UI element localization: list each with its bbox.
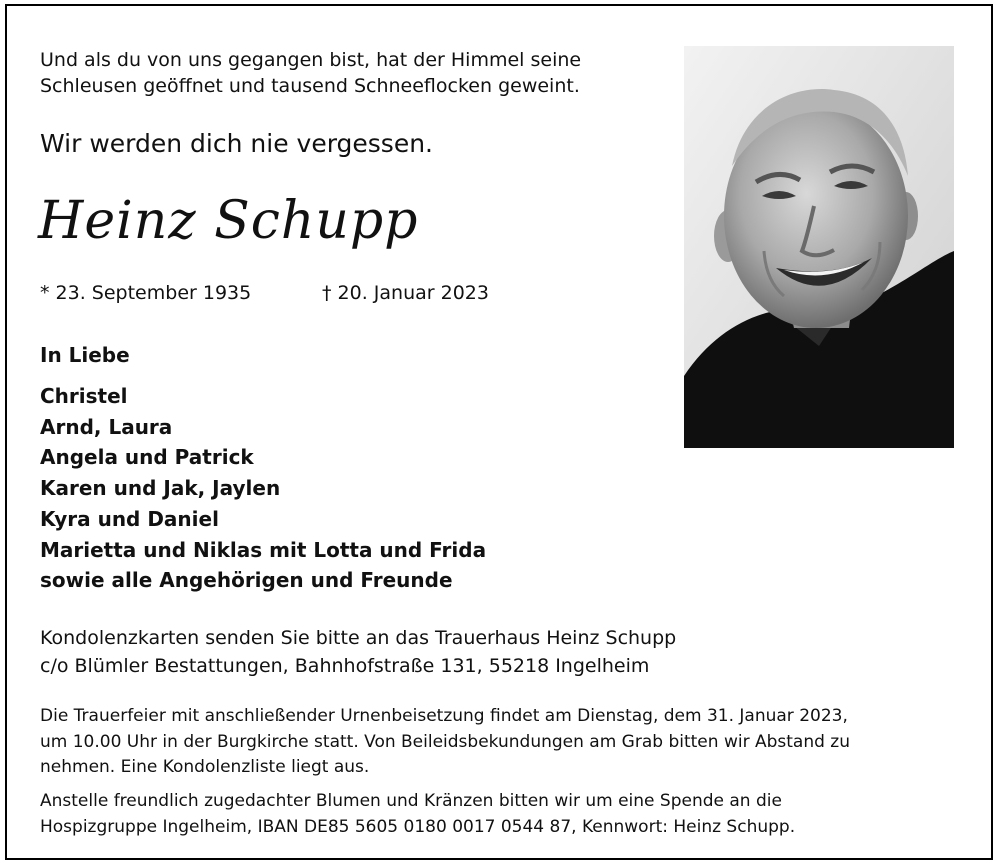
mourner-name: Kyra und Daniel [40, 506, 219, 531]
ceremony-line-1: Die Trauerfeier mit anschließender Urnenbeisetzung findet am Dienstag, dem 31. Januar 2023, [40, 706, 848, 726]
ceremony-line-3: nehmen. Eine Kondolenzliste liegt aus. [40, 757, 370, 777]
donation-line-2: Hospizgruppe Ingelheim, IBAN DE85 5605 0180 0017 0544 87, Kennwort: Heinz Schupp. [40, 816, 796, 837]
condolence-address [40, 624, 676, 680]
portrait-illustration [684, 46, 954, 448]
deceased-name: Heinz Schupp [38, 191, 419, 251]
poem-text [40, 47, 581, 99]
mourners-heading: In Liebe [40, 343, 130, 367]
mourner-name: Angela und Patrick [40, 445, 254, 470]
condolence-line-2: c/o Blümler Bestattungen, Bahnhofstraße 131, 55218 Ingelheim [40, 655, 650, 677]
ceremony-line-2: um 10.00 Uhr in der Burgkirche statt. Von Beileidsbekundungen am Grab bitten wir Abstand zu [40, 731, 850, 752]
subheading: Wir werden dich nie vergessen. [40, 129, 434, 158]
donation-line-1: Anstelle freundlich zugedachter Blumen und Kränzen bitten wir um eine Spende an die [40, 791, 782, 811]
mourner-name: Arnd, Laura [40, 414, 173, 439]
mourners-list [40, 381, 486, 596]
donation-notice [40, 789, 795, 840]
mourner-name: sowie alle Angehörigen und Freunde [40, 568, 453, 593]
death-date: † 20. Januar 2023 [322, 282, 489, 304]
poem-line-1: Und als du von uns gegangen bist, hat der Himmel seine [40, 49, 582, 71]
mourner-name: Marietta und Niklas mit Lotta und Frida [40, 537, 487, 562]
mourner-name: Karen und Jak, Jaylen [40, 476, 281, 501]
condolence-line-1: Kondolenzkarten senden Sie bitte an das Trauerhaus Heinz Schupp [40, 627, 677, 649]
mourner-name: Christel [40, 384, 128, 408]
ceremony-notice [40, 704, 850, 781]
birth-date: * 23. September 1935 [40, 282, 252, 304]
portrait-photo [684, 46, 954, 448]
poem-line-2: Schleusen geöffnet und tausend Schneeflocken geweint. [40, 75, 580, 97]
